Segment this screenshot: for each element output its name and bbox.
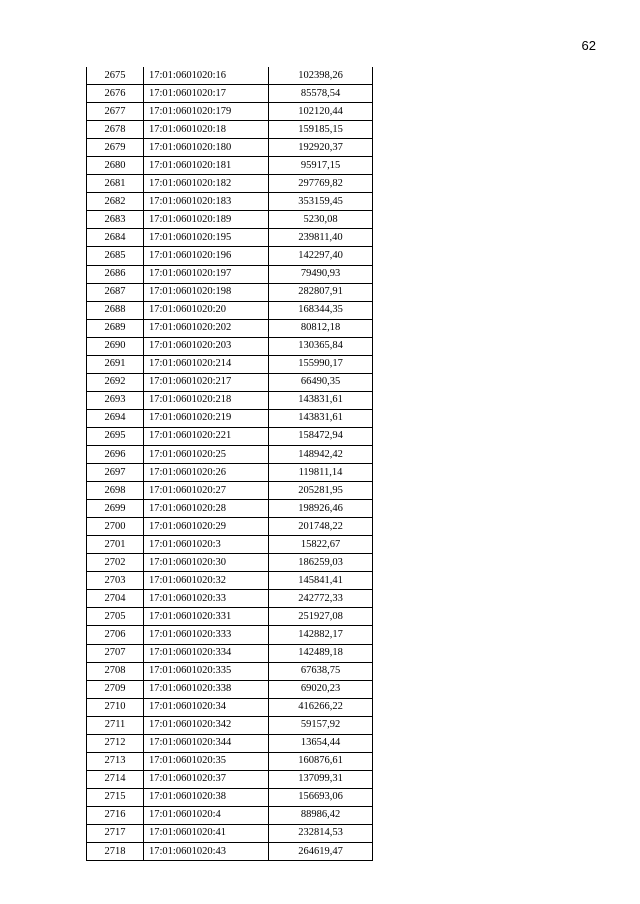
page-number: 62 — [581, 38, 596, 53]
value-cell: 66490,35 — [269, 373, 373, 391]
row-number-cell: 2707 — [87, 644, 144, 662]
cadastral-number-cell: 17:01:0601020:16 — [144, 67, 269, 85]
value-cell: 239811,40 — [269, 229, 373, 247]
cadastral-table — [86, 67, 373, 861]
value-cell: 232814,53 — [269, 824, 373, 842]
row-number-cell: 2697 — [87, 464, 144, 482]
cadastral-number-cell: 17:01:0601020:29 — [144, 518, 269, 536]
row-number-cell: 2708 — [87, 662, 144, 680]
table-row — [87, 572, 373, 590]
row-number-cell: 2715 — [87, 788, 144, 806]
cadastral-number-cell: 17:01:0601020:32 — [144, 572, 269, 590]
value-cell: 59157,92 — [269, 716, 373, 734]
table-row — [87, 247, 373, 265]
row-number-cell: 2694 — [87, 409, 144, 427]
value-cell: 192920,37 — [269, 139, 373, 157]
value-cell: 13654,44 — [269, 734, 373, 752]
value-cell: 155990,17 — [269, 355, 373, 373]
row-number-cell: 2679 — [87, 139, 144, 157]
table-row — [87, 337, 373, 355]
cadastral-number-cell: 17:01:0601020:181 — [144, 157, 269, 175]
row-number-cell: 2701 — [87, 536, 144, 554]
table-row — [87, 716, 373, 734]
table-row — [87, 788, 373, 806]
row-number-cell: 2677 — [87, 103, 144, 121]
row-number-cell: 2702 — [87, 554, 144, 572]
cadastral-number-cell: 17:01:0601020:34 — [144, 698, 269, 716]
value-cell: 119811,14 — [269, 464, 373, 482]
cadastral-number-cell: 17:01:0601020:198 — [144, 283, 269, 301]
table-row — [87, 301, 373, 319]
table-row — [87, 445, 373, 463]
row-number-cell: 2714 — [87, 770, 144, 788]
value-cell: 353159,45 — [269, 193, 373, 211]
value-cell: 85578,54 — [269, 85, 373, 103]
value-cell: 201748,22 — [269, 518, 373, 536]
cadastral-number-cell: 17:01:0601020:335 — [144, 662, 269, 680]
table-row — [87, 734, 373, 752]
row-number-cell: 2680 — [87, 157, 144, 175]
value-cell: 148942,42 — [269, 445, 373, 463]
cadastral-number-cell: 17:01:0601020:180 — [144, 139, 269, 157]
table-row — [87, 373, 373, 391]
cadastral-number-cell: 17:01:0601020:183 — [144, 193, 269, 211]
value-cell: 160876,61 — [269, 752, 373, 770]
table-row — [87, 680, 373, 698]
cadastral-number-cell: 17:01:0601020:334 — [144, 644, 269, 662]
table-row — [87, 824, 373, 842]
table-row — [87, 103, 373, 121]
cadastral-number-cell: 17:01:0601020:179 — [144, 103, 269, 121]
row-number-cell: 2699 — [87, 500, 144, 518]
row-number-cell: 2711 — [87, 716, 144, 734]
value-cell: 102398,26 — [269, 67, 373, 85]
table-row — [87, 843, 373, 861]
value-cell: 198926,46 — [269, 500, 373, 518]
row-number-cell: 2709 — [87, 680, 144, 698]
table-row — [87, 175, 373, 193]
value-cell: 142297,40 — [269, 247, 373, 265]
value-cell: 264619,47 — [269, 843, 373, 861]
cadastral-number-cell: 17:01:0601020:197 — [144, 265, 269, 283]
value-cell: 145841,41 — [269, 572, 373, 590]
row-number-cell: 2696 — [87, 445, 144, 463]
value-cell: 297769,82 — [269, 175, 373, 193]
cadastral-number-cell: 17:01:0601020:218 — [144, 391, 269, 409]
cadastral-number-cell: 17:01:0601020:331 — [144, 608, 269, 626]
row-number-cell: 2713 — [87, 752, 144, 770]
cadastral-number-cell: 17:01:0601020:18 — [144, 121, 269, 139]
row-number-cell: 2689 — [87, 319, 144, 337]
table-row — [87, 157, 373, 175]
row-number-cell: 2684 — [87, 229, 144, 247]
value-cell: 130365,84 — [269, 337, 373, 355]
table-row — [87, 427, 373, 445]
row-number-cell: 2706 — [87, 626, 144, 644]
row-number-cell: 2681 — [87, 175, 144, 193]
table-row — [87, 85, 373, 103]
cadastral-number-cell: 17:01:0601020:196 — [144, 247, 269, 265]
value-cell: 156693,06 — [269, 788, 373, 806]
table-row — [87, 121, 373, 139]
row-number-cell: 2678 — [87, 121, 144, 139]
table-row — [87, 464, 373, 482]
table-row — [87, 644, 373, 662]
cadastral-number-cell: 17:01:0601020:344 — [144, 734, 269, 752]
row-number-cell: 2693 — [87, 391, 144, 409]
table-row — [87, 590, 373, 608]
table-row — [87, 319, 373, 337]
row-number-cell: 2712 — [87, 734, 144, 752]
value-cell: 158472,94 — [269, 427, 373, 445]
table-row — [87, 409, 373, 427]
value-cell: 5230,08 — [269, 211, 373, 229]
row-number-cell: 2717 — [87, 824, 144, 842]
value-cell: 142489,18 — [269, 644, 373, 662]
value-cell: 242772,33 — [269, 590, 373, 608]
cadastral-number-cell: 17:01:0601020:338 — [144, 680, 269, 698]
table-row — [87, 283, 373, 301]
cadastral-number-cell: 17:01:0601020:41 — [144, 824, 269, 842]
table-row — [87, 355, 373, 373]
row-number-cell: 2700 — [87, 518, 144, 536]
table-row — [87, 482, 373, 500]
value-cell: 80812,18 — [269, 319, 373, 337]
row-number-cell: 2695 — [87, 427, 144, 445]
value-cell: 143831,61 — [269, 391, 373, 409]
value-cell: 88986,42 — [269, 806, 373, 824]
cadastral-number-cell: 17:01:0601020:26 — [144, 464, 269, 482]
cadastral-number-cell: 17:01:0601020:202 — [144, 319, 269, 337]
value-cell: 159185,15 — [269, 121, 373, 139]
row-number-cell: 2682 — [87, 193, 144, 211]
cadastral-number-cell: 17:01:0601020:17 — [144, 85, 269, 103]
table-row — [87, 229, 373, 247]
value-cell: 416266,22 — [269, 698, 373, 716]
row-number-cell: 2710 — [87, 698, 144, 716]
table-row — [87, 518, 373, 536]
cadastral-number-cell: 17:01:0601020:195 — [144, 229, 269, 247]
table-row — [87, 193, 373, 211]
row-number-cell: 2698 — [87, 482, 144, 500]
cadastral-number-cell: 17:01:0601020:33 — [144, 590, 269, 608]
row-number-cell: 2704 — [87, 590, 144, 608]
cadastral-number-cell: 17:01:0601020:333 — [144, 626, 269, 644]
table-row — [87, 698, 373, 716]
table-row — [87, 770, 373, 788]
table-row — [87, 608, 373, 626]
table-row — [87, 752, 373, 770]
table-row — [87, 662, 373, 680]
table-row — [87, 67, 373, 85]
value-cell: 67638,75 — [269, 662, 373, 680]
value-cell: 15822,67 — [269, 536, 373, 554]
row-number-cell: 2676 — [87, 85, 144, 103]
row-number-cell: 2675 — [87, 67, 144, 85]
row-number-cell: 2705 — [87, 608, 144, 626]
cadastral-number-cell: 17:01:0601020:37 — [144, 770, 269, 788]
row-number-cell: 2683 — [87, 211, 144, 229]
table-row — [87, 806, 373, 824]
cadastral-number-cell: 17:01:0601020:217 — [144, 373, 269, 391]
value-cell: 142882,17 — [269, 626, 373, 644]
table-row — [87, 554, 373, 572]
value-cell: 205281,95 — [269, 482, 373, 500]
cadastral-number-cell: 17:01:0601020:182 — [144, 175, 269, 193]
value-cell: 282807,91 — [269, 283, 373, 301]
cadastral-number-cell: 17:01:0601020:214 — [144, 355, 269, 373]
cadastral-number-cell: 17:01:0601020:43 — [144, 843, 269, 861]
row-number-cell: 2716 — [87, 806, 144, 824]
table-row — [87, 139, 373, 157]
table-row — [87, 626, 373, 644]
value-cell: 186259,03 — [269, 554, 373, 572]
cadastral-number-cell: 17:01:0601020:189 — [144, 211, 269, 229]
row-number-cell: 2691 — [87, 355, 144, 373]
cadastral-number-cell: 17:01:0601020:4 — [144, 806, 269, 824]
cadastral-number-cell: 17:01:0601020:20 — [144, 301, 269, 319]
cadastral-number-cell: 17:01:0601020:27 — [144, 482, 269, 500]
value-cell: 143831,61 — [269, 409, 373, 427]
value-cell: 251927,08 — [269, 608, 373, 626]
table-row — [87, 265, 373, 283]
row-number-cell: 2718 — [87, 843, 144, 861]
row-number-cell: 2687 — [87, 283, 144, 301]
table-row — [87, 500, 373, 518]
cadastral-number-cell: 17:01:0601020:35 — [144, 752, 269, 770]
row-number-cell: 2685 — [87, 247, 144, 265]
cadastral-number-cell: 17:01:0601020:219 — [144, 409, 269, 427]
cadastral-number-cell: 17:01:0601020:342 — [144, 716, 269, 734]
row-number-cell: 2692 — [87, 373, 144, 391]
table-row — [87, 536, 373, 554]
value-cell: 168344,35 — [269, 301, 373, 319]
value-cell: 79490,93 — [269, 265, 373, 283]
value-cell: 102120,44 — [269, 103, 373, 121]
cadastral-number-cell: 17:01:0601020:30 — [144, 554, 269, 572]
row-number-cell: 2703 — [87, 572, 144, 590]
cadastral-number-cell: 17:01:0601020:3 — [144, 536, 269, 554]
table-row — [87, 391, 373, 409]
cadastral-number-cell: 17:01:0601020:221 — [144, 427, 269, 445]
cadastral-number-cell: 17:01:0601020:203 — [144, 337, 269, 355]
table-body — [87, 67, 373, 861]
table-row — [87, 211, 373, 229]
row-number-cell: 2688 — [87, 301, 144, 319]
cadastral-number-cell: 17:01:0601020:38 — [144, 788, 269, 806]
row-number-cell: 2690 — [87, 337, 144, 355]
cadastral-number-cell: 17:01:0601020:28 — [144, 500, 269, 518]
row-number-cell: 2686 — [87, 265, 144, 283]
value-cell: 137099,31 — [269, 770, 373, 788]
value-cell: 69020,23 — [269, 680, 373, 698]
value-cell: 95917,15 — [269, 157, 373, 175]
cadastral-number-cell: 17:01:0601020:25 — [144, 445, 269, 463]
